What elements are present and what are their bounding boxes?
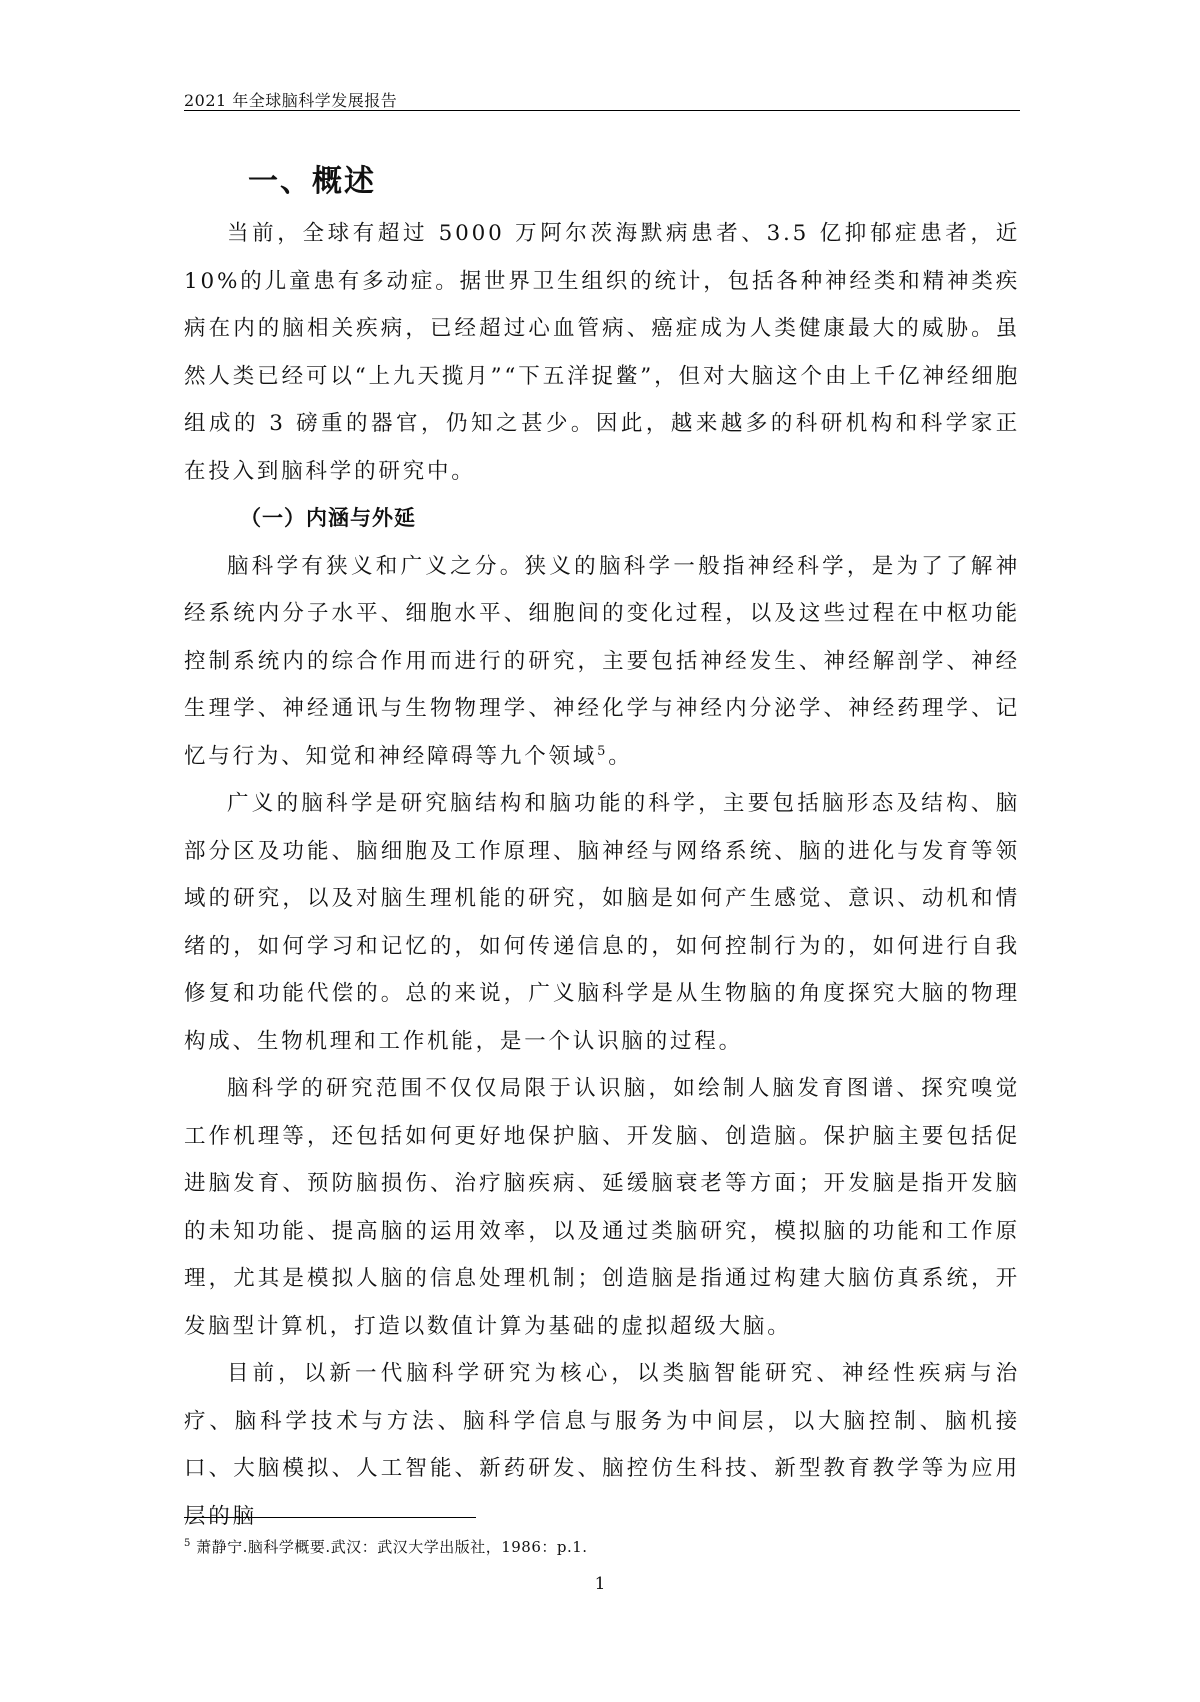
body-text <box>184 210 1020 1540</box>
footnote-divider <box>184 1517 476 1518</box>
paragraph-intro: 当前，全球有超过 5000 万阿尔茨海默病患者、3.5 亿抑郁症患者，近 10%的儿童患有多动症。据世界卫生组织的统计，包括各种神经类和精神类疾病在内的脑相关疾病，已经超过心血管病、癌症成为人类健康最大的威胁。虽然人类已经可以“上九天揽月”“下五洋捉鳖”，但对大脑这个由上千亿神经细胞组成的 3 磅重的器官，仍知之甚少。因此，越来越多的科研机构和科学家正在投入到脑科学的研究中。 <box>184 221 1020 484</box>
page-number: 1 <box>594 1574 606 1594</box>
section-title: 一、概述 <box>248 164 376 199</box>
paragraph-research-scope: 脑科学的研究范围不仅仅局限于认识脑，如绘制人脑发育图谱、探究嗅觉工作机理等，还包括如何更好地保护脑、开发脑、创造脑。保护脑主要包括促进脑发育、预防脑损伤、治疗脑疾病、延缓脑衰老等方面；开发脑是指开发脑的未知功能、提高脑的运用效率，以及通过类脑研究，模拟脑的功能和工作原理，尤其是模拟人脑的信息处理机制；创造脑是指通过构建大脑仿真系统，开发脑型计算机，打造以数值计算为基础的虚拟超级大脑。 <box>184 1076 1020 1339</box>
header-divider <box>184 110 1020 111</box>
footnote-text: 萧静宁.脑科学概要.武汉：武汉大学出版社，1986：p.1. <box>196 1538 588 1556</box>
paragraph-narrow-text: 脑科学有狭义和广义之分。狭义的脑科学一般指神经科学，是为了了解神经系统内分子水平、细胞水平、细胞间的变化过程，以及这些过程在中枢功能控制系统内的综合作用而进行的研究，主要包括神经发生、神经解剖学、神经生理学、神经通讯与生物物理学、神经化学与神经内分泌学、神经药理学、记忆与行为、知觉和神经障碍等九个领域 <box>184 553 1020 769</box>
paragraph-narrow-definition <box>184 543 1020 781</box>
subheading: （一）内涵与外延 <box>240 506 416 530</box>
paragraph-narrow-end: 。 <box>608 743 633 769</box>
running-header: 2021 年全球脑科学发展报告 <box>184 91 398 110</box>
footnote-number: 5 <box>184 1538 191 1549</box>
paragraph-current-state: 目前，以新一代脑科学研究为核心，以类脑智能研究、神经性疾病与治疗、脑科学技术与方法、脑科学信息与服务为中间层，以大脑控制、脑机接口、大脑模拟、人工智能、新药研发、脑控仿生科技、新型教育教学等为应用层的脑 <box>184 1361 1020 1529</box>
footnote <box>184 1536 588 1557</box>
paragraph-broad-definition: 广义的脑科学是研究脑结构和脑功能的科学，主要包括脑形态及结构、脑部分区及功能、脑细胞及工作原理、脑神经与网络系统、脑的进化与发育等领域的研究，以及对脑生理机能的研究，如脑是如何产生感觉、意识、动机和情绪的，如何学习和记忆的，如何传递信息的，如何控制行为的，如何进行自我修复和功能代偿的。总的来说，广义脑科学是从生物脑的角度探究大脑的物理构成、生物机理和工作机能，是一个认识脑的过程。 <box>184 791 1020 1054</box>
footnote-reference[interactable]: 5 <box>597 743 609 759</box>
